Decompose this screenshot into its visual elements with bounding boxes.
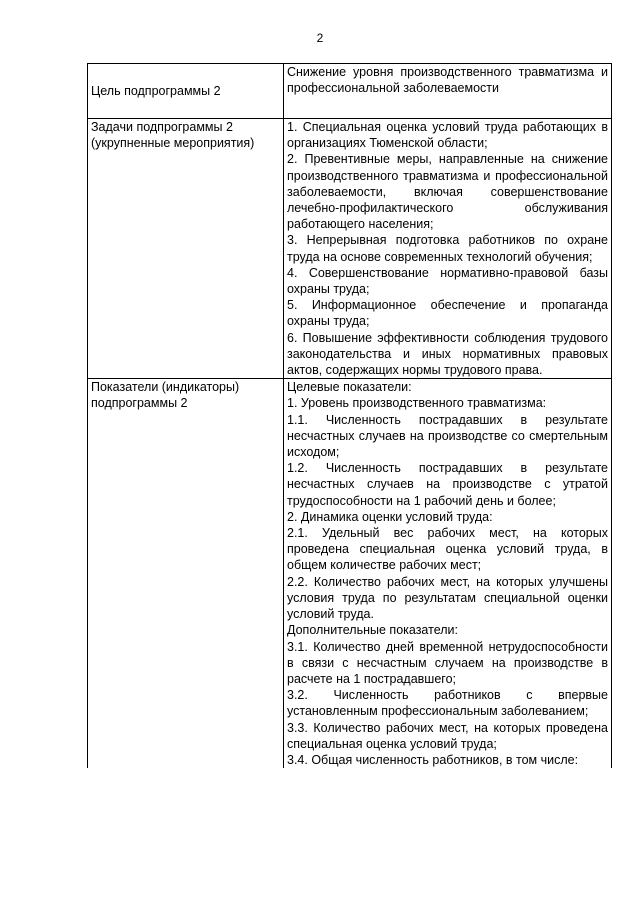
indicators-list: [284, 379, 612, 768]
indicator-item: 2. Динамика оценки условий труда:: [287, 509, 493, 524]
tasks-label: Задачи подпрограммы 2 (укрупненные мероприятия): [88, 119, 284, 379]
task-item: 1. Специальная оценка условий труда работающих в организациях Тюменской области;: [287, 120, 608, 151]
indicators-label: Показатели (индикаторы) подпрограммы 2: [88, 379, 284, 768]
indicator-item: 3.2. Численность работников с впервые установленным профессиональным заболеванием;: [287, 688, 608, 719]
tasks-list: [284, 119, 612, 379]
goal-text: Снижение уровня производственного травматизма и профессиональной заболеваемости: [284, 64, 612, 119]
table-row-goal: [88, 64, 612, 119]
task-item: 4. Совершенствование нормативно-правовой базы охраны труда;: [287, 265, 608, 297]
indicator-item: 3.1. Количество дней временной нетрудоспособности в связи с несчастным случаем на производстве в расчете на 1 пострадавшего;: [287, 639, 608, 686]
task-item: 3. Непрерывная подготовка работников по охране труда на основе современных технологий обучения;: [287, 233, 608, 264]
page-number: 2: [316, 31, 324, 45]
indicator-item: 3.3. Количество рабочих мест, на которых проведена специальная оценка условий труда;: [287, 720, 608, 751]
table-row-tasks: [88, 119, 612, 379]
indicator-item: 1.1. Численность пострадавших в результате несчастных случаев на производстве со смертельным исходом;: [287, 412, 608, 460]
goal-label: Цель подпрограммы 2: [88, 64, 284, 119]
subprogram-passport-table: [87, 63, 612, 768]
indicator-item: 2.2. Количество рабочих мест, на которых улучшены условия труда по результатам специальной оценки условий труда.: [287, 574, 608, 622]
task-item: 2. Превентивные меры, направленные на снижение производственного травматизма и профессиональной заболеваемости, включая совершенствование лечебно-профилактического обслуживания работающего населения;: [287, 152, 608, 232]
task-item: 6. Повышение эффективности соблюдения трудового законодательства и иных нормативных правовых актов, содержащих нормы трудового права.: [287, 330, 608, 378]
indicator-item: 1.2. Численность пострадавших в результате несчастных случаев на производстве с утратой трудоспособности на 1 рабочий день и более;: [287, 461, 608, 508]
indicator-item: Дополнительные показатели:: [287, 623, 458, 638]
indicator-item: 3.4. Общая численность работников, в том числе:: [287, 752, 579, 767]
indicator-item: Целевые показатели:: [287, 380, 412, 395]
indicator-item: 2.1. Удельный вес рабочих мест, на которых проведена специальная оценка условий труда, в общем количестве рабочих мест;: [287, 526, 608, 573]
table-row-indicators: [88, 379, 612, 768]
task-item: 5. Информационное обеспечение и пропаганда охраны труда;: [287, 298, 608, 329]
indicator-item: 1. Уровень производственного травматизма:: [287, 396, 547, 411]
